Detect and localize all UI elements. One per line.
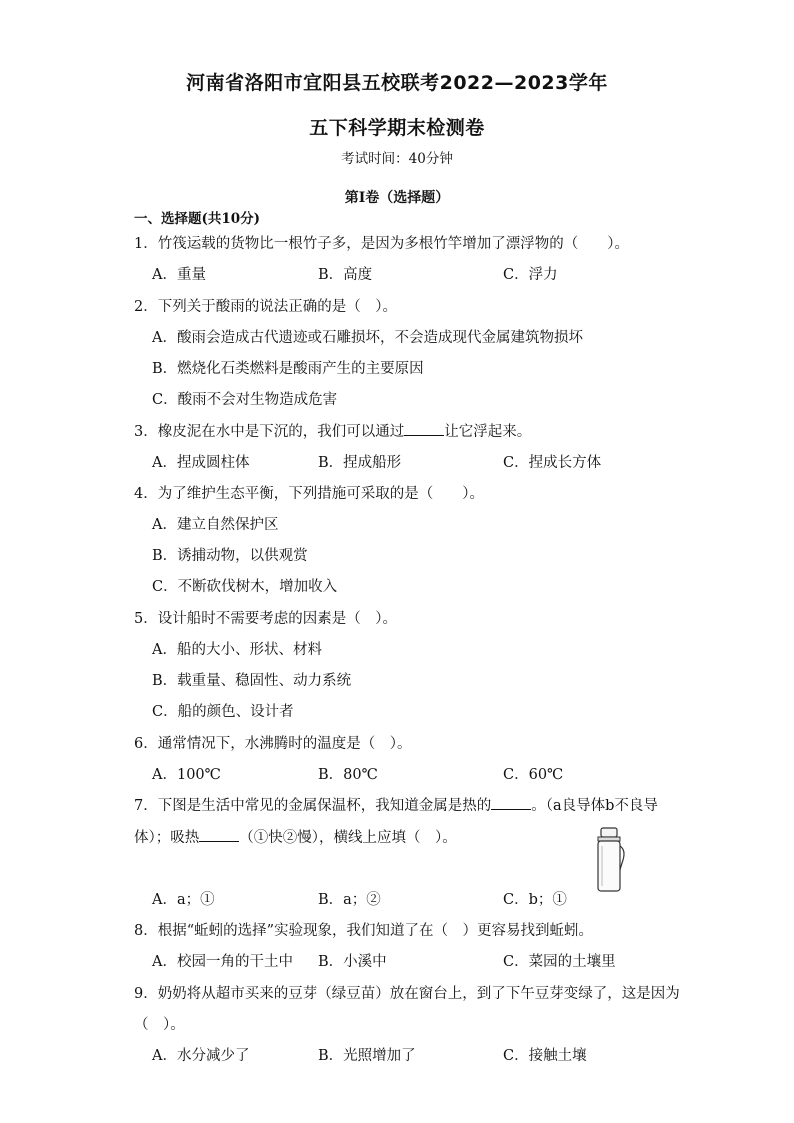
thermos-flask-image bbox=[592, 826, 628, 894]
question-7-line1 bbox=[134, 794, 658, 815]
q5-option-a: A．船的大小、形状、材料 bbox=[152, 642, 322, 658]
q9-option-c: C．接触土壤 bbox=[503, 1048, 587, 1064]
q6-option-b: B．80℃ bbox=[318, 767, 378, 783]
q2-option-c: C．酸雨不会对生物造成危害 bbox=[152, 392, 338, 408]
q8-option-c: C．菜园的土壤里 bbox=[503, 954, 616, 970]
q1-option-a: A．重量 bbox=[152, 267, 206, 283]
question-1: 1．竹筏运载的货物比一根竹子多，是因为多根竹竿增加了漂浮物的（ ）。 bbox=[134, 236, 629, 252]
volume-heading: 第Ⅰ卷（选择题） bbox=[344, 190, 450, 206]
q8-option-a: A．校园一角的干土中 bbox=[152, 954, 293, 970]
q1-option-b: B．高度 bbox=[318, 267, 373, 283]
q3-option-c: C．捏成长方体 bbox=[503, 455, 602, 471]
thermos-body bbox=[598, 841, 620, 891]
q9-option-b: B．光照增加了 bbox=[318, 1048, 416, 1064]
q4-option-c: C．不断砍伐树木，增加收入 bbox=[152, 579, 338, 595]
question-4: 4．为了维护生态平衡，下列措施可采取的是（ ）。 bbox=[134, 486, 484, 502]
question-8: 8．根据“蚯蚓的选择”实验现象，我们知道了在（ ）更容易找到蚯蚓。 bbox=[134, 923, 594, 939]
q7-line2-after: （①快②慢），横线上应填（ ）。 bbox=[239, 830, 457, 846]
thermos-cap bbox=[601, 828, 617, 837]
q2-option-a: A．酸雨会造成古代遗迹或石雕损坏，不会造成现代金属建筑物损坏 bbox=[152, 330, 583, 346]
question-6: 6．通常情况下，水沸腾时的温度是（ ）。 bbox=[134, 736, 412, 752]
question-2: 2．下列关于酸雨的说法正确的是（ ）。 bbox=[134, 299, 397, 315]
exam-title-line1: 河南省洛阳市宜阳县五校联考2022—2023学年 bbox=[186, 72, 608, 94]
exam-title-line2: 五下科学期末检测卷 bbox=[309, 117, 485, 139]
q3-text-after: 让它浮起来。 bbox=[444, 424, 532, 440]
q4-option-a: A．建立自然保护区 bbox=[152, 517, 279, 533]
q4-option-b: B．诱捕动物，以供观赏 bbox=[152, 548, 308, 564]
q9-option-a: A．水分减少了 bbox=[152, 1048, 250, 1064]
q3-option-a: A．捏成圆柱体 bbox=[152, 455, 250, 471]
question-9-line1: 9．奶奶将从超市买来的豆芽（绿豆苗）放在窗台上，到了下午豆芽变绿了，这是因为 bbox=[134, 986, 680, 1002]
q2-option-b: B．燃烧化石类燃料是酸雨产生的主要原因 bbox=[152, 361, 424, 377]
section-heading: 一、选择题(共10分) bbox=[134, 211, 261, 227]
q7-option-c: C．b；① bbox=[503, 892, 567, 908]
q8-option-b: B．小溪中 bbox=[318, 954, 387, 970]
q6-option-c: C．60℃ bbox=[503, 767, 564, 783]
q7-line2-before: 体）；吸热 bbox=[134, 830, 200, 846]
question-5: 5．设计船时不需要考虑的因素是（ ）。 bbox=[134, 611, 397, 627]
q5-option-c: C．船的颜色、设计者 bbox=[152, 704, 294, 720]
question-9-line2: （ ）。 bbox=[134, 1017, 185, 1033]
q3-option-b: B．捏成船形 bbox=[318, 455, 402, 471]
q7-blank-1 bbox=[491, 795, 531, 810]
q7-blank-2 bbox=[199, 827, 239, 842]
q7-line1-after: 。（a良导体b不良导 bbox=[531, 798, 658, 814]
q7-option-b: B．a；② bbox=[318, 892, 381, 908]
exam-time: 考试时间：40分钟 bbox=[341, 151, 453, 167]
q3-blank bbox=[404, 421, 444, 436]
q5-option-b: B．载重量、稳固性、动力系统 bbox=[152, 673, 352, 689]
question-7-line2 bbox=[134, 826, 457, 847]
q7-option-a: A．a；① bbox=[152, 892, 215, 908]
q7-line1-before: 7．下图是生活中常见的金属保温杯，我知道金属是热的 bbox=[134, 798, 492, 814]
question-3 bbox=[134, 420, 531, 441]
q1-option-c: C．浮力 bbox=[503, 267, 558, 283]
q6-option-a: A．100℃ bbox=[152, 767, 221, 783]
q3-text-before: 3．橡皮泥在水中是下沉的，我们可以通过 bbox=[134, 424, 405, 440]
